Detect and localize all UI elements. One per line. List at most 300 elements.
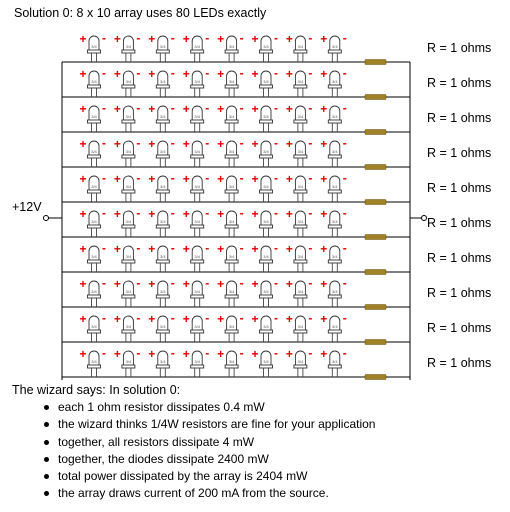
- resistor: [365, 200, 386, 205]
- led-label: 3/4: [263, 289, 269, 294]
- polarity-minus: -: [205, 346, 210, 360]
- polarity-plus: +: [285, 102, 293, 116]
- led-label: 3/4: [194, 149, 200, 154]
- led-label: 3/4: [263, 324, 269, 329]
- polarity-plus: +: [217, 137, 225, 151]
- led-label: 3/4: [228, 219, 235, 224]
- polarity-plus: +: [148, 312, 156, 326]
- polarity-plus: +: [217, 277, 225, 291]
- polarity-plus: +: [148, 102, 156, 116]
- led-base: [88, 295, 101, 298]
- polarity-plus: +: [251, 67, 259, 81]
- led-base: [122, 295, 135, 298]
- polarity-minus: -: [205, 136, 210, 150]
- led-base: [88, 155, 101, 158]
- led-label: 3/4: [125, 254, 132, 259]
- led-base: [294, 85, 307, 88]
- led-base: [225, 50, 238, 53]
- polarity-minus: -: [239, 276, 244, 290]
- polarity-minus: -: [205, 241, 210, 255]
- polarity-plus: +: [320, 172, 328, 186]
- polarity-plus: +: [285, 172, 293, 186]
- led-label: 3/4: [332, 44, 338, 49]
- polarity-minus: -: [205, 66, 210, 80]
- polarity-plus: +: [320, 67, 328, 81]
- led-label: 3/4: [125, 149, 132, 154]
- polarity-plus: +: [285, 312, 293, 326]
- polarity-minus: -: [342, 241, 347, 255]
- polarity-minus: -: [308, 136, 313, 150]
- polarity-plus: +: [113, 207, 121, 221]
- resistor-label: R = 1 ohms: [427, 286, 492, 300]
- led-label: 3/4: [91, 219, 97, 224]
- resistor-label: R = 1 ohms: [427, 251, 492, 265]
- polarity-plus: +: [113, 102, 121, 116]
- polarity-minus: -: [136, 276, 141, 290]
- polarity-minus: -: [274, 346, 278, 360]
- polarity-plus: +: [285, 277, 293, 291]
- polarity-minus: -: [308, 171, 313, 185]
- polarity-minus: -: [170, 241, 175, 255]
- led-label: 3/4: [160, 254, 166, 259]
- polarity-plus: +: [113, 277, 121, 291]
- led-label: 3/4: [125, 219, 132, 224]
- led-base: [122, 260, 135, 263]
- led-label: 3/4: [125, 114, 132, 119]
- led-label: 3/4: [194, 44, 200, 49]
- led-base: [191, 260, 204, 263]
- led-base: [191, 225, 204, 228]
- led-base: [260, 190, 273, 193]
- led-base: [294, 330, 307, 333]
- led-label: 3/4: [263, 114, 269, 119]
- led-base: [225, 365, 238, 368]
- led-base: [328, 120, 341, 123]
- polarity-plus: +: [79, 347, 87, 361]
- led-base: [225, 260, 238, 263]
- led-base: [225, 190, 238, 193]
- polarity-plus: +: [113, 32, 121, 46]
- polarity-minus: -: [102, 241, 106, 255]
- led-label: 3/4: [125, 79, 132, 84]
- polarity-plus: +: [182, 207, 190, 221]
- led-label: 3/4: [332, 289, 338, 294]
- led-base: [191, 85, 204, 88]
- polarity-plus: +: [251, 242, 259, 256]
- polarity-plus: +: [251, 32, 259, 46]
- led-label: 3/4: [194, 219, 200, 224]
- resistor-label: R = 1 ohms: [427, 356, 492, 370]
- polarity-minus: -: [308, 311, 313, 325]
- polarity-minus: -: [239, 101, 244, 115]
- led-base: [328, 295, 341, 298]
- led-base: [156, 330, 169, 333]
- led-label: 3/4: [297, 184, 304, 189]
- led-base: [260, 85, 273, 88]
- polarity-plus: +: [148, 32, 156, 46]
- led-base: [225, 330, 238, 333]
- polarity-plus: +: [251, 347, 259, 361]
- led-label: 3/4: [91, 289, 97, 294]
- polarity-minus: -: [239, 241, 244, 255]
- polarity-plus: +: [251, 137, 259, 151]
- polarity-plus: +: [113, 347, 121, 361]
- supply-voltage-label: +12V: [12, 200, 42, 214]
- polarity-minus: -: [205, 101, 210, 115]
- polarity-plus: +: [148, 242, 156, 256]
- polarity-plus: +: [251, 207, 259, 221]
- polarity-minus: -: [342, 66, 347, 80]
- led-label: 3/4: [332, 79, 338, 84]
- led-label: 3/4: [228, 359, 235, 364]
- led-base: [260, 330, 273, 333]
- polarity-minus: -: [136, 171, 141, 185]
- led-label: 3/4: [297, 149, 304, 154]
- resistor-label: R = 1 ohms: [427, 181, 492, 195]
- led-label: 3/4: [228, 324, 235, 329]
- polarity-plus: +: [217, 207, 225, 221]
- led-base: [88, 50, 101, 53]
- polarity-minus: -: [274, 276, 278, 290]
- led-base: [156, 295, 169, 298]
- polarity-minus: -: [308, 101, 313, 115]
- wizard-item: together, all resistors dissipate 4 mW: [44, 434, 375, 451]
- led-label: 3/4: [194, 254, 200, 259]
- led-base: [191, 295, 204, 298]
- led-base: [260, 260, 273, 263]
- polarity-plus: +: [79, 102, 87, 116]
- polarity-plus: +: [320, 347, 328, 361]
- led-base: [88, 330, 101, 333]
- polarity-plus: +: [320, 32, 328, 46]
- polarity-minus: -: [308, 31, 313, 45]
- led-base: [88, 260, 101, 263]
- polarity-minus: -: [342, 136, 347, 150]
- led-base: [328, 50, 341, 53]
- led-base: [156, 365, 169, 368]
- polarity-minus: -: [102, 171, 106, 185]
- led-label: 3/4: [125, 359, 132, 364]
- led-base: [122, 85, 135, 88]
- led-label: 3/4: [91, 44, 97, 49]
- wizard-item: together, the diodes dissipate 2400 mW: [44, 451, 375, 468]
- polarity-minus: -: [239, 206, 244, 220]
- polarity-minus: -: [342, 171, 347, 185]
- led-base: [122, 365, 135, 368]
- polarity-plus: +: [285, 347, 293, 361]
- led-base: [191, 365, 204, 368]
- resistor: [365, 130, 386, 135]
- polarity-plus: +: [251, 277, 259, 291]
- polarity-plus: +: [113, 137, 121, 151]
- led-label: 3/4: [228, 79, 235, 84]
- polarity-minus: -: [308, 276, 313, 290]
- polarity-plus: +: [79, 67, 87, 81]
- polarity-minus: -: [239, 31, 244, 45]
- led-label: 3/4: [194, 289, 200, 294]
- led-base: [225, 295, 238, 298]
- led-label: 3/4: [91, 324, 97, 329]
- led-base: [122, 120, 135, 123]
- led-label: 3/4: [91, 254, 97, 259]
- led-base: [156, 85, 169, 88]
- polarity-plus: +: [217, 172, 225, 186]
- led-label: 3/4: [228, 289, 235, 294]
- led-label: 3/4: [160, 44, 166, 49]
- polarity-plus: +: [148, 207, 156, 221]
- polarity-minus: -: [308, 66, 313, 80]
- led-label: 3/4: [332, 184, 338, 189]
- led-base: [225, 225, 238, 228]
- polarity-minus: -: [102, 31, 106, 45]
- led-base: [191, 120, 204, 123]
- polarity-minus: -: [170, 101, 175, 115]
- polarity-minus: -: [308, 346, 313, 360]
- polarity-plus: +: [217, 67, 225, 81]
- led-base: [122, 50, 135, 53]
- led-base: [260, 155, 273, 158]
- resistor: [365, 270, 386, 275]
- polarity-plus: +: [79, 32, 87, 46]
- led-label: 3/4: [332, 324, 338, 329]
- polarity-plus: +: [79, 137, 87, 151]
- polarity-plus: +: [79, 172, 87, 186]
- polarity-plus: +: [217, 102, 225, 116]
- led-label: 3/4: [228, 254, 235, 259]
- polarity-minus: -: [170, 171, 175, 185]
- led-base: [260, 295, 273, 298]
- polarity-plus: +: [320, 137, 328, 151]
- resistor: [365, 95, 386, 100]
- polarity-minus: -: [136, 206, 141, 220]
- led-label: 3/4: [263, 79, 269, 84]
- polarity-minus: -: [136, 311, 141, 325]
- led-label: 3/4: [263, 184, 269, 189]
- polarity-plus: +: [148, 347, 156, 361]
- polarity-minus: -: [170, 31, 175, 45]
- led-label: 3/4: [194, 114, 200, 119]
- led-label: 3/4: [91, 359, 97, 364]
- led-label: 3/4: [297, 359, 304, 364]
- resistor-label: R = 1 ohms: [427, 146, 492, 160]
- led-label: 3/4: [297, 79, 304, 84]
- led-label: 3/4: [160, 114, 166, 119]
- polarity-minus: -: [342, 206, 347, 220]
- led-base: [156, 190, 169, 193]
- polarity-plus: +: [217, 242, 225, 256]
- polarity-minus: -: [274, 136, 278, 150]
- led-label: 3/4: [160, 324, 166, 329]
- polarity-plus: +: [113, 172, 121, 186]
- led-base: [191, 155, 204, 158]
- led-label: 3/4: [91, 79, 97, 84]
- polarity-plus: +: [182, 67, 190, 81]
- polarity-minus: -: [136, 241, 141, 255]
- led-label: 3/4: [160, 149, 166, 154]
- polarity-plus: +: [182, 312, 190, 326]
- polarity-minus: -: [274, 206, 278, 220]
- led-label: 3/4: [160, 359, 166, 364]
- polarity-minus: -: [342, 276, 347, 290]
- polarity-plus: +: [182, 347, 190, 361]
- polarity-minus: -: [136, 66, 141, 80]
- led-label: 3/4: [160, 289, 166, 294]
- led-base: [225, 155, 238, 158]
- polarity-plus: +: [217, 312, 225, 326]
- polarity-minus: -: [239, 136, 244, 150]
- led-base: [294, 225, 307, 228]
- led-base: [156, 260, 169, 263]
- polarity-plus: +: [113, 312, 121, 326]
- polarity-plus: +: [182, 277, 190, 291]
- polarity-minus: -: [274, 66, 278, 80]
- polarity-minus: -: [205, 206, 210, 220]
- led-label: 3/4: [263, 359, 269, 364]
- polarity-minus: -: [170, 66, 175, 80]
- led-label: 3/4: [91, 184, 97, 189]
- diagram-title: Solution 0: 8 x 10 array uses 80 LEDs exactly: [14, 6, 267, 20]
- polarity-minus: -: [170, 206, 175, 220]
- polarity-minus: -: [239, 171, 244, 185]
- led-label: 3/4: [160, 79, 166, 84]
- led-base: [156, 50, 169, 53]
- supply-terminal: [44, 216, 49, 221]
- polarity-plus: +: [148, 172, 156, 186]
- polarity-minus: -: [102, 276, 106, 290]
- polarity-plus: +: [79, 207, 87, 221]
- wizard-heading: The wizard says: In solution 0:: [12, 383, 181, 397]
- led-base: [225, 85, 238, 88]
- resistor: [365, 165, 386, 170]
- led-label: 3/4: [91, 149, 97, 154]
- led-base: [328, 365, 341, 368]
- led-label: 3/4: [194, 184, 200, 189]
- polarity-plus: +: [148, 277, 156, 291]
- polarity-plus: +: [113, 242, 121, 256]
- led-base: [294, 50, 307, 53]
- led-base: [294, 120, 307, 123]
- resistor: [365, 340, 386, 345]
- led-label: 3/4: [263, 44, 269, 49]
- polarity-minus: -: [239, 66, 244, 80]
- wizard-item: the array draws current of 200 mA from the source.: [44, 485, 375, 502]
- polarity-plus: +: [285, 67, 293, 81]
- led-base: [328, 155, 341, 158]
- polarity-plus: +: [251, 102, 259, 116]
- led-base: [156, 155, 169, 158]
- led-base: [260, 50, 273, 53]
- led-base: [191, 330, 204, 333]
- wizard-item: the wizard thinks 1/4W resistors are fine for your application: [44, 416, 375, 433]
- polarity-plus: +: [285, 32, 293, 46]
- polarity-minus: -: [205, 31, 210, 45]
- resistor-label: R = 1 ohms: [427, 41, 492, 55]
- polarity-plus: +: [148, 137, 156, 151]
- led-label: 3/4: [263, 254, 269, 259]
- led-base: [191, 50, 204, 53]
- led-label: 3/4: [297, 219, 304, 224]
- polarity-plus: +: [251, 312, 259, 326]
- led-label: 3/4: [297, 289, 304, 294]
- polarity-plus: +: [182, 137, 190, 151]
- led-label: 3/4: [332, 219, 338, 224]
- led-label: 3/4: [160, 184, 166, 189]
- led-label: 3/4: [263, 149, 269, 154]
- led-label: 3/4: [228, 184, 235, 189]
- polarity-minus: -: [102, 136, 106, 150]
- led-base: [122, 155, 135, 158]
- led-label: 3/4: [263, 219, 269, 224]
- resistor: [365, 305, 386, 310]
- led-base: [156, 225, 169, 228]
- led-base: [328, 85, 341, 88]
- led-base: [294, 155, 307, 158]
- resistor-label: R = 1 ohms: [427, 111, 492, 125]
- led-label: 3/4: [297, 114, 304, 119]
- led-base: [122, 190, 135, 193]
- led-base: [328, 260, 341, 263]
- led-label: 3/4: [194, 79, 200, 84]
- wizard-item: each 1 ohm resistor dissipates 0.4 mW: [44, 399, 375, 416]
- led-base: [328, 225, 341, 228]
- polarity-minus: -: [205, 311, 210, 325]
- polarity-minus: -: [205, 276, 210, 290]
- polarity-plus: +: [320, 242, 328, 256]
- led-label: 3/4: [91, 114, 97, 119]
- wizard-summary-list: [44, 399, 375, 503]
- polarity-minus: -: [342, 346, 347, 360]
- polarity-minus: -: [308, 241, 313, 255]
- led-label: 3/4: [297, 254, 304, 259]
- polarity-minus: -: [102, 346, 106, 360]
- resistor-label: R = 1 ohms: [427, 321, 492, 335]
- led-label: 3/4: [332, 254, 338, 259]
- resistor: [365, 60, 386, 65]
- polarity-minus: -: [170, 311, 175, 325]
- polarity-plus: +: [285, 137, 293, 151]
- led-label: 3/4: [332, 114, 338, 119]
- led-base: [328, 330, 341, 333]
- led-base: [328, 190, 341, 193]
- polarity-plus: +: [79, 277, 87, 291]
- polarity-plus: +: [320, 102, 328, 116]
- led-base: [260, 365, 273, 368]
- polarity-plus: +: [320, 312, 328, 326]
- polarity-minus: -: [170, 346, 175, 360]
- polarity-minus: -: [274, 31, 278, 45]
- led-base: [260, 225, 273, 228]
- polarity-minus: -: [136, 136, 141, 150]
- polarity-minus: -: [342, 101, 347, 115]
- led-label: 3/4: [194, 324, 200, 329]
- resistor: [365, 235, 386, 240]
- led-base: [122, 225, 135, 228]
- led-label: 3/4: [297, 324, 304, 329]
- polarity-minus: -: [136, 346, 141, 360]
- polarity-minus: -: [102, 311, 106, 325]
- polarity-minus: -: [136, 31, 141, 45]
- polarity-plus: +: [285, 242, 293, 256]
- polarity-minus: -: [274, 171, 278, 185]
- polarity-minus: -: [102, 206, 106, 220]
- led-base: [122, 330, 135, 333]
- polarity-minus: -: [205, 171, 210, 185]
- polarity-plus: +: [320, 277, 328, 291]
- led-base: [294, 260, 307, 263]
- polarity-minus: -: [136, 101, 141, 115]
- led-base: [294, 365, 307, 368]
- led-base: [225, 120, 238, 123]
